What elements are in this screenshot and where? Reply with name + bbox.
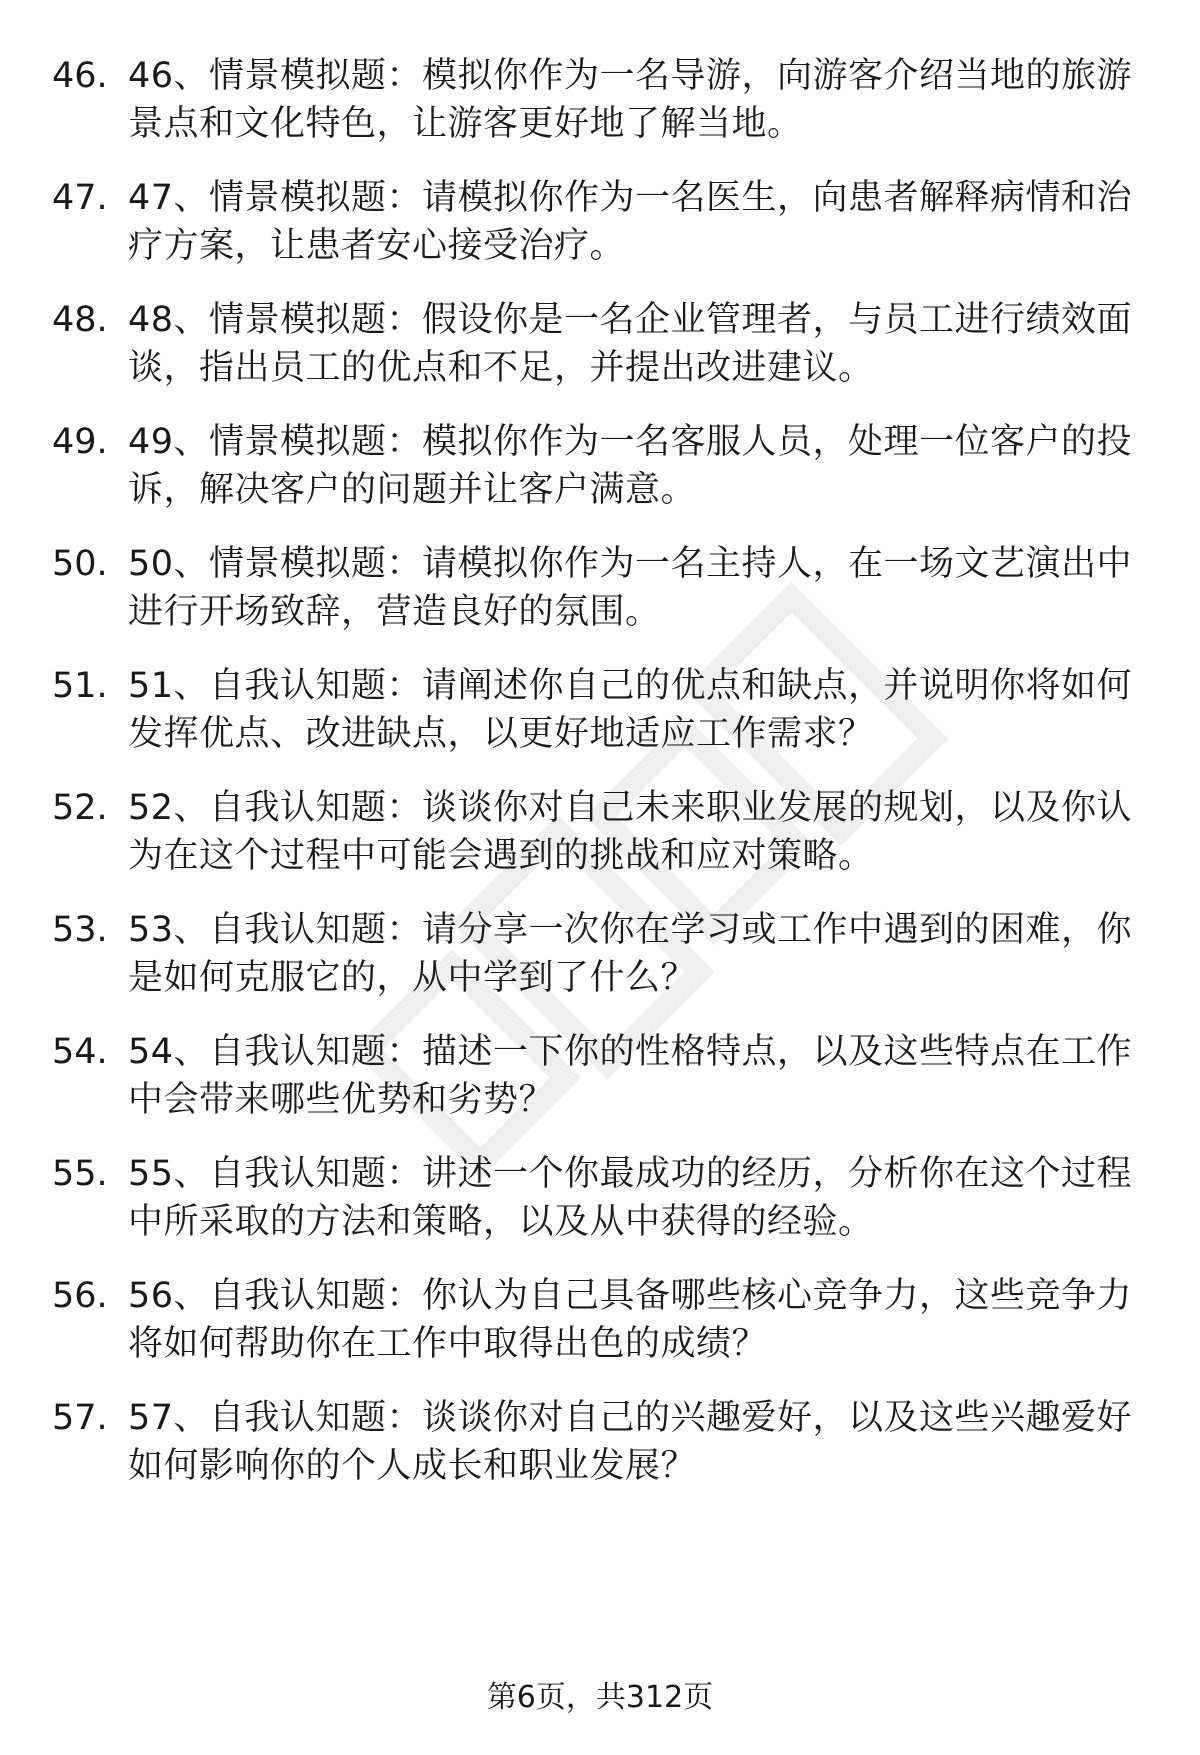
list-item bbox=[52, 52, 1152, 148]
item-text: 52、自我认知题：谈谈你对自己未来职业发展的规划，以及你认为在这个过程中可能会遇到的挑战和应对策略。 bbox=[128, 788, 1133, 876]
item-text: 50、情景模拟题：请模拟你作为一名主持人，在一场文艺演出中进行开场致辞，营造良好的氛围。 bbox=[128, 544, 1133, 632]
item-number: 56. bbox=[52, 1276, 108, 1316]
item-number: 52. bbox=[52, 788, 108, 828]
item-text: 57、自我认知题：谈谈你对自己的兴趣爱好，以及这些兴趣爱好如何影响你的个人成长和职业发展？ bbox=[128, 1398, 1133, 1486]
list-item bbox=[52, 1272, 1152, 1368]
item-text: 51、自我认知题：请阐述你自己的优点和缺点，并说明你将如何发挥优点、改进缺点，以更好地适应工作需求？ bbox=[128, 666, 1133, 754]
list-item bbox=[52, 906, 1152, 1002]
item-number: 47. bbox=[52, 178, 108, 218]
list-item bbox=[52, 1028, 1152, 1124]
question-list bbox=[52, 52, 1152, 1516]
item-text: 46、情景模拟题：模拟你作为一名导游，向游客介绍当地的旅游景点和文化特色，让游客更好地了解当地。 bbox=[128, 56, 1133, 144]
item-text: 55、自我认知题：讲述一个你最成功的经历，分析你在这个过程中所采取的方法和策略，以及从中获得的经验。 bbox=[128, 1154, 1133, 1242]
list-item bbox=[52, 662, 1152, 758]
item-text: 53、自我认知题：请分享一次你在学习或工作中遇到的困难，你是如何克服它的，从中学到了什么？ bbox=[128, 910, 1133, 998]
item-number: 51. bbox=[52, 666, 108, 706]
list-item bbox=[52, 784, 1152, 880]
list-item bbox=[52, 540, 1152, 636]
item-text: 47、情景模拟题：请模拟你作为一名医生，向患者解释病情和治疗方案，让患者安心接受治疗。 bbox=[128, 178, 1133, 266]
page-number: 第6页，共312页 bbox=[486, 1680, 714, 1715]
item-number: 46. bbox=[52, 56, 108, 96]
list-item bbox=[52, 1394, 1152, 1490]
item-number: 53. bbox=[52, 910, 108, 950]
item-text: 54、自我认知题：描述一下你的性格特点，以及这些特点在工作中会带来哪些优势和劣势？ bbox=[128, 1032, 1133, 1120]
item-text: 48、情景模拟题：假设你是一名企业管理者，与员工进行绩效面谈，指出员工的优点和不足，并提出改进建议。 bbox=[128, 300, 1133, 388]
item-number: 54. bbox=[52, 1032, 108, 1072]
list-item bbox=[52, 1150, 1152, 1246]
item-number: 48. bbox=[52, 300, 108, 340]
item-number: 49. bbox=[52, 422, 108, 462]
list-item bbox=[52, 174, 1152, 270]
item-number: 50. bbox=[52, 544, 108, 584]
item-number: 55. bbox=[52, 1154, 108, 1194]
item-text: 56、自我认知题：你认为自己具备哪些核心竞争力，这些竞争力将如何帮助你在工作中取得出色的成绩？ bbox=[128, 1276, 1133, 1364]
item-number: 57. bbox=[52, 1398, 108, 1438]
list-item bbox=[52, 296, 1152, 392]
list-item bbox=[52, 418, 1152, 514]
item-text: 49、情景模拟题：模拟你作为一名客服人员，处理一位客户的投诉，解决客户的问题并让客户满意。 bbox=[128, 422, 1133, 510]
